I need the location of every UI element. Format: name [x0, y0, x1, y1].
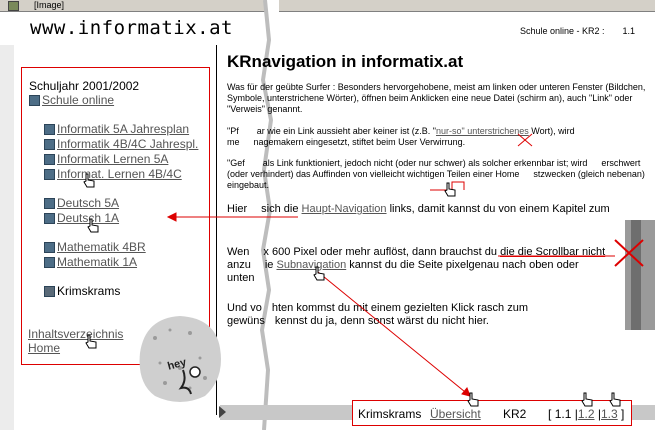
link-haupt-navigation[interactable]: Haupt-Navigation — [301, 203, 387, 215]
nav-link-informatik-4b4c-jahrespl[interactable]: Informatik 4B/4C Jahrespl. — [57, 137, 199, 151]
subnav-link-page-1-2[interactable]: 1.2 — [577, 407, 595, 421]
subnav-pages: [ 1.1 |1.2 |1.3 ] — [548, 407, 625, 421]
page-title: KRnavigation in informatix.at — [227, 52, 464, 71]
intro-paragraph: Was für der geübte Surfer : Besonders hervorgehobene, meist am linken oder unteren Fenster (Bildchen, Symbole, unterstrichene Wörter), öffnen beim Anklicken eine neue Datei (schirm an), auch "Link" oder "Verweis" genannt. — [227, 82, 646, 114]
hand-cursor-icon — [608, 392, 622, 408]
hand-cursor-icon — [580, 392, 594, 408]
hand-cursor-icon — [84, 334, 98, 350]
paragraph-hidden-links: "Gef als Link funktioniert, jedoch nicht (oder nur schwer) als solcher erkennbar ist; wird erschwert (oder verhindert) das Auffinden von vielleicht wichtigen Teilen einer Home stzwecken (gleich nebenan) eingebaut. — [227, 158, 645, 190]
hand-cursor-icon — [466, 392, 480, 408]
section-label: Schule online - KR2 : — [520, 26, 605, 36]
subnav-section: Krimskrams — [358, 407, 422, 421]
svg-text:hey: hey — [166, 356, 188, 373]
subnav-link-page-1-3[interactable]: 1.3 — [601, 407, 618, 421]
paragraph-closing: Und vo hten kommst du mit einem gezielten Klick rasch zum gewüns kennst du ja, denn sonst wärst du nicht hier. — [227, 302, 529, 327]
pseudo-link-example: nur-so" unterstrichenes — [435, 126, 529, 136]
subnav-code: KR2 — [503, 407, 527, 421]
subnav-current-page: 1.1 — [554, 407, 572, 421]
nav-link-deutsch-5a[interactable]: Deutsch 5A — [57, 196, 120, 210]
window-title: [Image] — [34, 0, 65, 10]
nav-link-schule-online[interactable]: Schule online — [42, 93, 115, 107]
nav-link-mathematik-4br[interactable]: Mathematik 4BR — [57, 240, 146, 254]
nav-link-inhaltsverzeichnis[interactable]: Inhaltsverzeichnis — [28, 327, 124, 341]
link-subnavigation[interactable]: Subnavigation — [276, 259, 347, 271]
hand-cursor-icon — [443, 182, 457, 198]
hand-cursor-icon — [86, 218, 100, 234]
nav-link-mathematik-1a[interactable]: Mathematik 1A — [57, 255, 138, 269]
school-year: Schuljahr 2001/2002 — [29, 79, 140, 93]
site-logo[interactable]: www.informatix.at — [30, 17, 233, 39]
page-number: 1.1 — [622, 26, 636, 36]
nav-link-deutsch-1a[interactable]: Deutsch 1A — [57, 211, 120, 225]
paragraph-pseudo-links: "Pf ar wie ein Link aussieht aber keiner ist (z.B. "nur-so" unterstrichenes Wort), wird me nagemakern eingesetzt, stiftet beim User Verwirrung. — [227, 126, 575, 147]
nav-link-informatik-lernen-5a[interactable]: Informatik Lernen 5A — [57, 152, 169, 166]
paragraph-subnavigation: Wen x 600 Pixel oder mehr auflöst, dann brauchst du die die Scrollbar nicht anzu ie Subnavigation kannst du die Seite pixelgenau nach oben oder unten — [227, 246, 606, 284]
nav-link-home[interactable]: Home — [28, 341, 61, 355]
nav-link-informatik-5a-jahresplan[interactable]: Informatik 5A Jahresplan — [57, 122, 190, 136]
nav-link-informat-lernen-4b4c[interactable]: Informat. Lernen 4B/4C — [57, 167, 182, 181]
subnav-link-uebersicht[interactable]: Übersicht — [430, 407, 481, 421]
nav-current-krimskrams: Krimskrams — [57, 284, 121, 298]
hand-cursor-icon — [82, 173, 96, 189]
paragraph-main-navigation: Hier sich die Haupt-Navigation links, damit kannst du von einem Kapitel zum — [227, 203, 610, 215]
hand-cursor-icon — [312, 266, 326, 282]
